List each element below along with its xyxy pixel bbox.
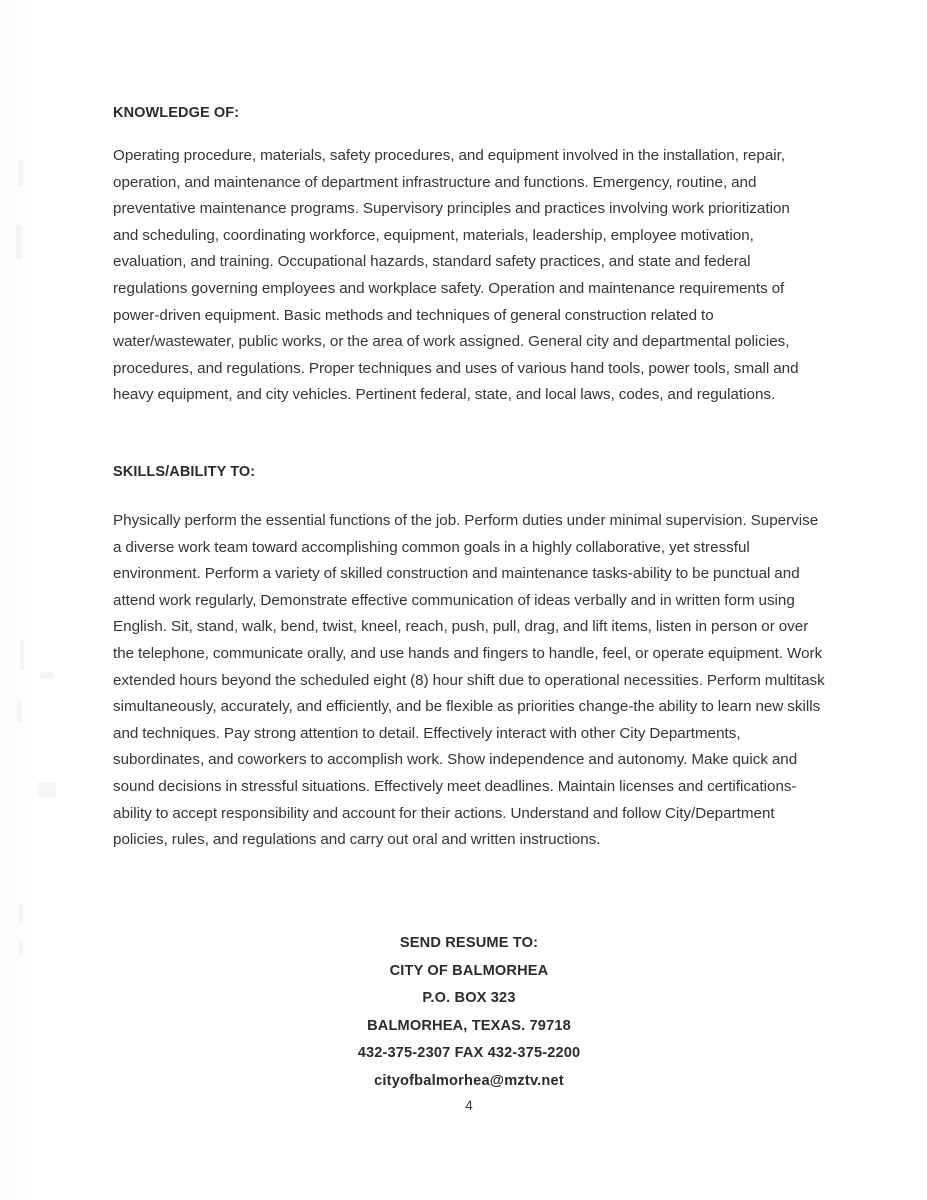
page-number: 4	[465, 1098, 473, 1113]
send-resume-label: SEND RESUME TO:	[399, 935, 539, 951]
scan-speck	[20, 640, 24, 670]
scan-speck	[19, 940, 23, 956]
phone-and-fax: 432-375-2307 FAX 432-375-2200	[357, 1045, 581, 1061]
scan-speck	[19, 905, 23, 923]
city-state-zip: BALMORHEA, TEXAS. 79718	[367, 1017, 571, 1034]
scan-speck	[17, 700, 22, 722]
knowledge-of-paragraph: Operating procedure, materials, safety procedures, and equipment involved in the installation, repair, operation, and maintenance of department infrastructure and functions. Emergency, routine, and preventative maintenance programs. Supervisory principles and practices involving work prioritization and scheduling, coordinating workforce, equipment, materials, leadership, employee motivation, evaluation, and training. Occupational hazards, standard safety practices, and state and federal regulations governing employees and workplace safety. Operation and maintenance requirements of power-driven equipment. Basic methods and techniques of general construction related to water/wastewater, public works, or the area of work assigned. General city and departmental policies, procedures, and regulations. Proper techniques and uses of various hand tools, power tools, small and heavy equipment, and city vehicles. Pertinent federal, state, and local laws, codes, and regulations.	[113, 147, 799, 404]
scan-speck	[38, 782, 56, 798]
po-box: P.O. BOX 323	[422, 990, 516, 1006]
knowledge-of-heading: KNOWLEDGE OF:	[113, 105, 240, 121]
scan-speck	[16, 225, 22, 259]
email-address: cityofbalmorhea@mztv.net	[374, 1072, 564, 1089]
contact-block	[113, 930, 825, 1095]
scan-speck	[40, 672, 54, 679]
skills-ability-to-heading: SKILLS/ABILITY TO:	[113, 464, 256, 480]
scan-speck	[18, 160, 23, 186]
city-name: CITY OF BALMORHEA	[389, 962, 549, 979]
scan-edge-artifact	[0, 0, 42, 1200]
skills-ability-to-paragraph: Physically perform the essential functions of the job. Perform duties under minimal supervision. Supervise a diverse work team toward accomplishing common goals in a highly collaborative, yet stressful environment. Perform a variety of skilled construction and maintenance tasks-ability to be punctual and attend work regularly, Demonstrate effective communication of ideas verbally and in written form using English. Sit, stand, walk, bend, twist, kneel, reach, push, pull, drag, and lift items, listen in person or over the telephone, communicate orally, and use hands and fingers to handle, feel, or operate equipment. Work extended hours beyond the scheduled eight (8) hour shift due to operational necessities. Perform multitask simultaneously, accurately, and efficiently, and be flexible as priorities change-the ability to learn new skills and techniques. Pay strong attention to detail. Effectively interact with other City Departments, subordinates, and coworkers to accomplish work. Show independence and autonomy. Make quick and sound decisions in stressful situations. Effectively meet deadlines. Maintain licenses and certifications-ability to accept responsibility and account for their actions. Understand and follow City/Department policies, rules, and regulations and carry out oral and written instructions.	[113, 512, 825, 849]
